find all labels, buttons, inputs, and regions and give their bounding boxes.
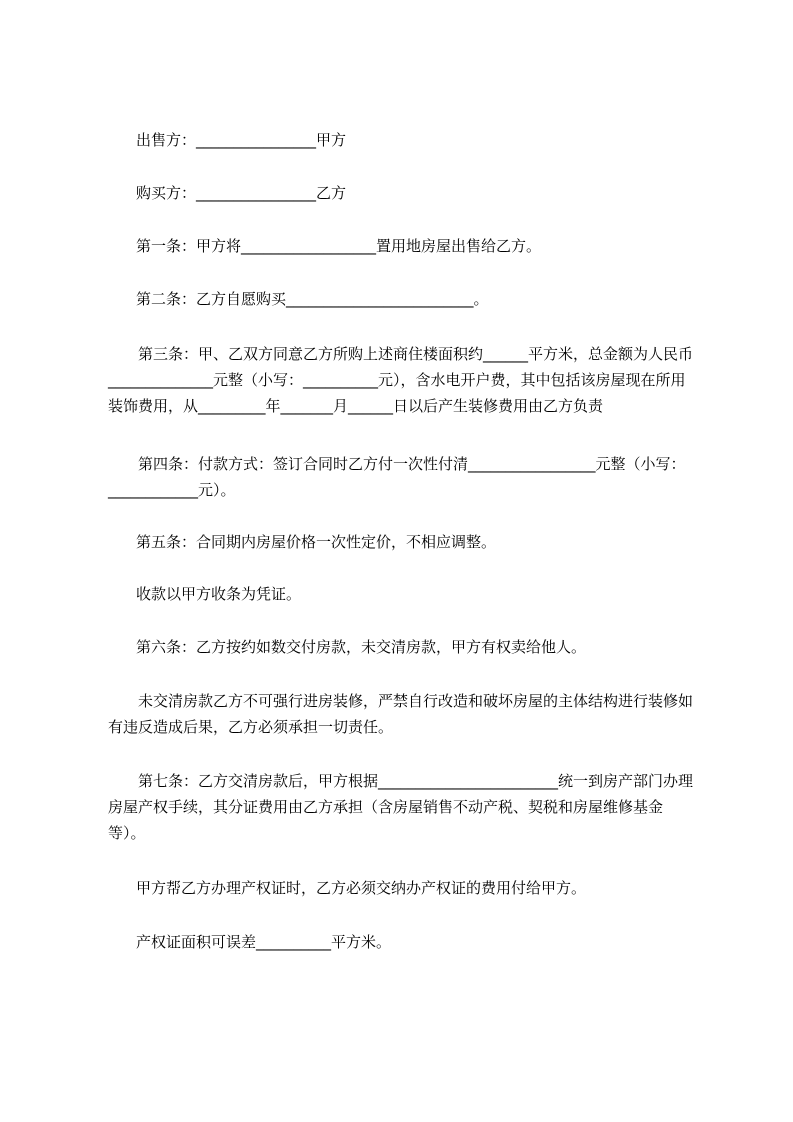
cert-fee-paragraph: 甲方帮乙方办理产权证时，乙方必须交纳办产权证的费用付给甲方。 — [136, 879, 587, 897]
renovation-paragraph: 未交清房款乙方不可强行进房装修，严禁自行改造和破坏房屋的主体结构进行装修如有违反造成后果，乙方必须承担一切责任。 — [108, 692, 694, 736]
buyer-line: 购买方：________________乙方 — [136, 184, 347, 202]
article-1-paragraph: 第一条：甲方将__________________置用地房屋出售给乙方。 — [136, 237, 542, 255]
article-4-paragraph: 第四条：付款方式：签订合同时乙方付一次性付清_________________元整（小写：____________元）。 — [108, 455, 686, 499]
article-2-paragraph: 第二条：乙方自愿购买_________________________。 — [136, 290, 489, 308]
article-5-paragraph: 第五条：合同期内房屋价格一次性定价，不相应调整。 — [136, 533, 497, 551]
article-7-paragraph: 第七条：乙方交清房款后，甲方根据________________________统一到房产部门办理房屋产权手续，其分证费用由乙方承担（含房屋销售不动产税、契税和房屋维修基金等）。 — [108, 772, 694, 842]
area-error-paragraph: 产权证面积可误差__________平方米。 — [136, 933, 392, 951]
article-3-paragraph: 第三条：甲、乙双方同意乙方所购上述商住楼面积约______平方米，总金额为人民币______________元整（小写：__________元），含水电开户费，其中包括该房屋现在所用装饰费用，从_________年_______月______日以后产生装修费用由乙方负责 — [108, 345, 694, 415]
seller-line: 出售方：________________甲方 — [136, 131, 347, 149]
article-6-paragraph: 第六条：乙方按约如数交付房款，未交清房款，甲方有权卖给他人。 — [136, 638, 587, 656]
receipt-paragraph: 收款以甲方收条为凭证。 — [136, 585, 302, 603]
